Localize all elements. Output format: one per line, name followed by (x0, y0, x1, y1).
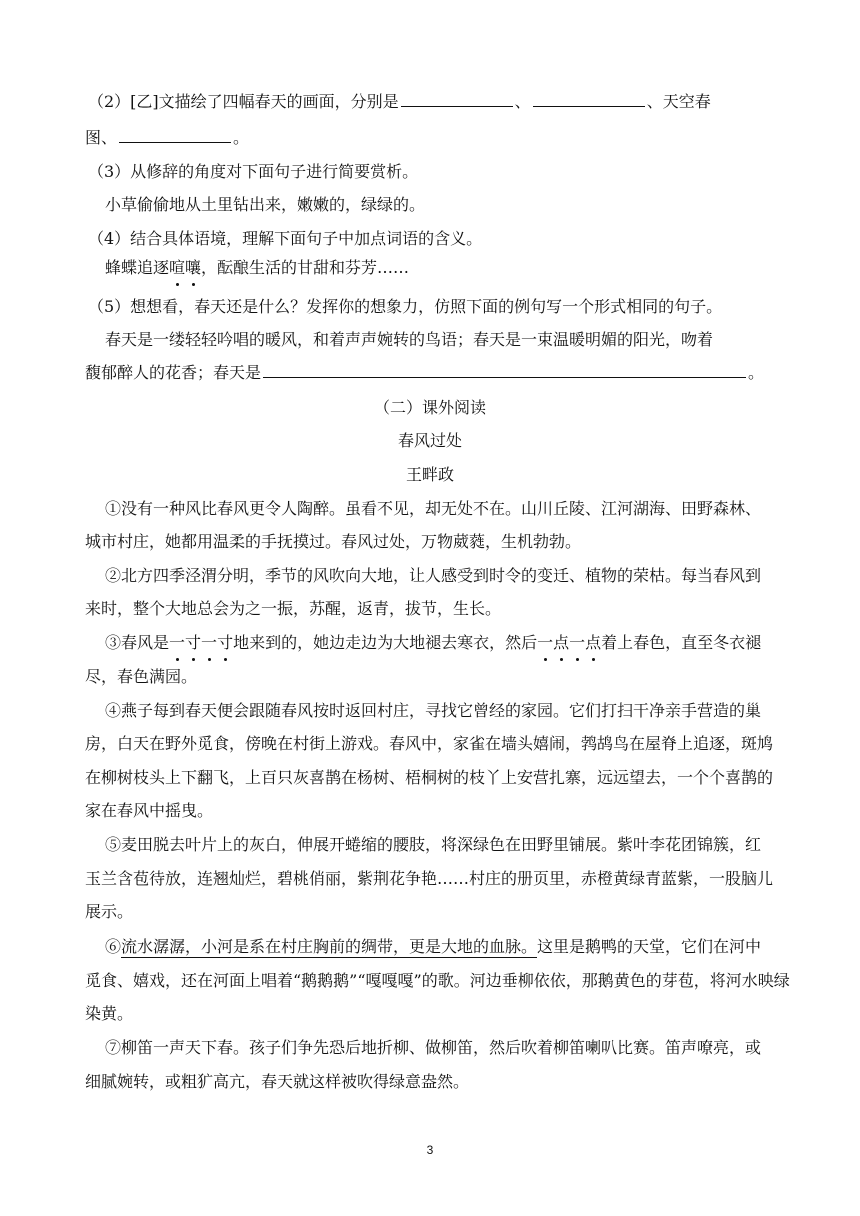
p5-line2: 玉兰含苞待放，连翘灿烂，碧桃俏丽，紫荆花争艳……村庄的册页里，赤橙黄绿青蓝紫，一股脑儿 (85, 869, 774, 888)
p3-post: 着上春色，直至冬衣褪 (601, 633, 762, 652)
q3-prompt: （3）从修辞的角度对下面句子进行简要赏析。 (88, 162, 419, 181)
p6-line2: 觅食、嬉戏，还在河面上唱着“鹅鹅鹅”“嘎嘎嘎”的歌。河边垂柳依依，那鹅黄色的芽苞，将河水映绿 (85, 971, 790, 990)
q4-post: ，酝酿生活的甘甜和芬芳…… (201, 258, 410, 277)
page-number: 3 (426, 1143, 434, 1157)
dotted-char: 寸 (185, 633, 202, 652)
q2-line1 (88, 91, 711, 113)
p3-mid: 地来到的，她边走边为大地褪去寒衣，然后 (233, 633, 538, 652)
dotted-char: 一 (537, 633, 554, 652)
q2-sep2: 、天空春 (646, 92, 711, 111)
p1-line2: 城市村庄，她都用温柔的手抚摸过。春风过处，万物葳蕤，生机勃勃。 (85, 532, 582, 551)
q2-sep1: 、 (514, 92, 531, 111)
p4-line3: 在柳树枝头上下翻飞，上百只灰喜鹊在杨树、梧桐树的枝丫上安营扎寨，远远望去，一个个喜鹊的 (85, 768, 774, 787)
q5-line2-end: 。 (748, 363, 765, 382)
answer-blank[interactable] (119, 127, 231, 143)
dotted-char: 一 (201, 633, 218, 652)
q2-end: 。 (233, 128, 250, 147)
q4-pre: 蜂蝶追逐 (105, 258, 170, 277)
q2-text-a: （2）[乙]文描绘了四幅春天的画面，分别是 (88, 92, 399, 111)
answer-blank[interactable] (533, 91, 645, 107)
q4-sentence (105, 257, 409, 279)
p6-line1 (105, 936, 761, 958)
underlined-sentence: 流水潺潺，小河是系在村庄胸前的绸带，更是大地的血脉。 (121, 937, 538, 956)
dotted-char: 一 (569, 633, 586, 652)
p7-line2: 细腻婉转，或粗犷高亢，春天就这样被吹得绿意盎然。 (85, 1072, 470, 1091)
q4-prompt: （4）结合具体语境，理解下面句子中加点词语的含义。 (88, 229, 483, 248)
dotted-char: 点 (585, 633, 602, 652)
p2-line2: 来时，整个大地总会为之一振，苏醒，返青，拔节，生长。 (85, 599, 502, 618)
p6-post: 这里是鹅鸭的天堂，它们在河中 (537, 937, 762, 956)
p4-line4: 家在春风中摇曳。 (85, 801, 214, 820)
p1-line1: ①没有一种风比春风更令人陶醉。虽看不见，却无处不在。山川丘陵、江河湖海、田野森林、 (105, 499, 762, 518)
q5-example-line2 (85, 362, 764, 384)
p3-line1 (105, 632, 761, 654)
p2-line1: ②北方四季泾渭分明，季节的风吹向大地，让人感受到时令的变迁、植物的荣枯。每当春风到 (105, 566, 762, 585)
dotted-char: 一 (169, 633, 186, 652)
p4-line1: ④燕子每到春天便会跟随春风按时返回村庄，寻找它曾经的家园。它们打扫干净亲手营造的巢 (105, 701, 762, 720)
q2-line2 (85, 127, 249, 149)
dotted-char: 寸 (217, 633, 234, 652)
p7-line1: ⑦柳笛一声天下春。孩子们争先恐后地折柳、做柳笛，然后吹着柳笛喇叭比赛。笛声嘹亮，或 (105, 1038, 762, 1057)
article-author: 王畔政 (405, 465, 454, 484)
q5-example-line1: 春天是一缕轻轻吟唱的暖风，和着声声婉转的鸟语；春天是一束温暖明媚的阳光，吻着 (105, 330, 714, 349)
p6-num: ⑥ (105, 937, 122, 956)
q2-text-b: 图、 (85, 128, 118, 147)
p6-line3: 染黄。 (85, 1004, 134, 1023)
dotted-char: 点 (553, 633, 570, 652)
answer-blank[interactable] (401, 91, 513, 107)
dotted-char: 喧 (169, 258, 186, 277)
p3-pre: ③春风是 (105, 633, 170, 652)
p4-line2: 房，白天在野外觅食，傍晚在村街上游戏。春风中，家雀在墙头嬉闹，鹁鸪鸟在屋脊上追逐，斑鸠 (85, 734, 774, 753)
p3-line2: 尽，春色满园。 (85, 667, 198, 686)
p5-line3: 展示。 (85, 902, 134, 921)
q5-line2-pre: 馥郁醉人的花香；春天是 (85, 363, 262, 382)
section-title: （二）课外阅读 (373, 398, 486, 417)
q3-sentence: 小草偷偷地从土里钻出来，嫩嫩的，绿绿的。 (105, 195, 426, 214)
article-title: 春风过处 (397, 431, 462, 450)
p5-line1: ⑤麦田脱去叶片上的灰白，伸展开蜷缩的腰肢，将深绿色在田野里铺展。紫叶李花团锦簇，红 (105, 835, 762, 854)
q5-prompt: （5）想想看，春天还是什么？发挥你的想象力，仿照下面的例句写一个形式相同的句子。 (88, 297, 723, 316)
answer-blank[interactable] (263, 362, 746, 378)
dotted-char: 嚷 (185, 258, 202, 277)
